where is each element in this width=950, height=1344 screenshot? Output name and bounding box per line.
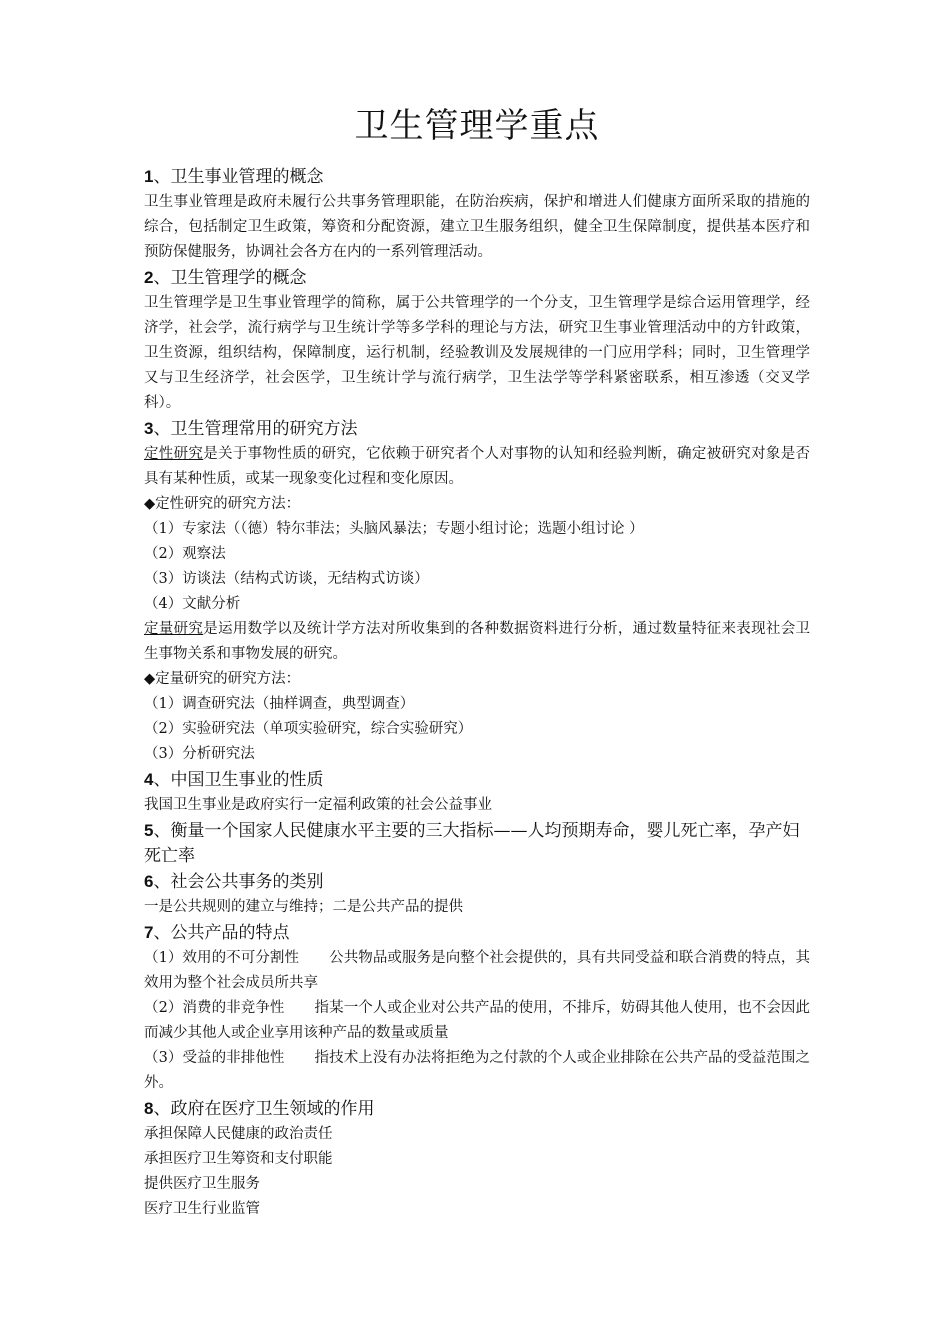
- paragraph: 一是公共规则的建立与维持；二是公共产品的提供: [144, 899, 463, 915]
- section-heading: [144, 818, 810, 869]
- item-text: 公共物品或服务是向整个社会提供的，具有共同受益和联合消费的特点，其效用为整个社会成员所共享: [144, 950, 810, 991]
- item-text: 指技术上没有办法将拒绝为之付款的个人或企业排除在公共产品的受益范围之外。: [144, 1050, 810, 1091]
- definition-text: 是运用数学以及统计学方法对所收集到的各种数据资料进行分析，通过数量特征来表现社会卫生事物关系和事物发展的研究。: [144, 621, 811, 662]
- paragraph: [144, 617, 810, 667]
- section-heading: [144, 920, 810, 946]
- section-number: 3: [144, 419, 154, 438]
- list-item: （3）访谈法（结构式访谈，无结构式访谈）: [144, 571, 429, 587]
- section-title: 、公共产品的特点: [153, 923, 290, 943]
- section-heading: [144, 869, 810, 895]
- section-title: 、衡量一个国家人民健康水平主要的三大指标——人均预期寿命，婴儿死亡率，孕产妇死亡率: [144, 821, 800, 866]
- section-number: 7: [144, 923, 154, 942]
- list-item: [144, 946, 810, 996]
- list-item: （4）文献分析: [144, 596, 241, 612]
- list-item: [144, 996, 810, 1046]
- section-number: 4: [144, 770, 154, 789]
- definition-text: 是关于事物性质的研究，它依赖于研究者个人对事物的认知和经验判断，确定被研究对象是否具有某种性质，或某一现象变化过程和变化原因。: [144, 446, 811, 487]
- section-title: 、社会公共事务的类别: [153, 872, 324, 892]
- list-item: 医疗卫生行业监管: [144, 1201, 260, 1217]
- item-label: （2）消费的非竞争性: [144, 1000, 285, 1016]
- item-label: （3）受益的非排他性: [144, 1050, 285, 1066]
- section-title: 、中国卫生事业的性质: [153, 770, 324, 790]
- paragraph: 卫生事业管理是政府未履行公共事务管理职能，在防治疾病，保护和增进人们健康方面所采取的措施的综合，包括制定卫生政策，筹资和分配资源，建立卫生服务组织，健全卫生保障制度，提供基本医疗和预防保健服务，协调社会各方在内的一系列管理活动。: [144, 194, 810, 260]
- page-title: 卫生管理学重点: [354, 106, 600, 146]
- term-underlined: 定性研究: [144, 446, 204, 462]
- section-title: 、政府在医疗卫生领域的作用: [153, 1099, 375, 1119]
- section-number: 8: [144, 1099, 154, 1118]
- paragraph: 卫生管理学是卫生事业管理学的简称，属于公共管理学的一个分支，卫生管理学是综合运用管理学，经济学，社会学，流行病学与卫生统计学等多学科的理论与方法，研究卫生事业管理活动中的方针政策，卫生资源，组织结构，保障制度，运行机制，经验教训及发展规律的一门应用学科；同时，卫生管理学又与卫生经济学，社会医学，卫生统计学与流行病学，卫生法学等学科紧密联系，相互渗透（交叉学科）。: [144, 295, 810, 411]
- methods-title: ◆定性研究的研究方法：: [144, 496, 301, 512]
- section-title: 、卫生管理学的概念: [153, 268, 307, 288]
- list-item: 承担医疗卫生筹资和支付职能: [144, 1151, 333, 1167]
- methods-title: ◆定量研究的研究方法：: [144, 671, 301, 687]
- section-heading: [144, 265, 810, 291]
- list-item: （2）观察法: [144, 546, 226, 562]
- document-page: [144, 96, 810, 1222]
- item-text: 指某一个人或企业对公共产品的使用，不排斥，妨碍其他人使用，也不会因此而减少其他人或企业享用该种产品的数量或质量: [144, 1000, 810, 1041]
- list-item: [144, 1046, 810, 1096]
- paragraph: [144, 442, 810, 492]
- section-heading: [144, 416, 810, 442]
- section-heading: [144, 767, 810, 793]
- section-number: 2: [144, 268, 154, 287]
- list-item: （2）实验研究法（单项实验研究，综合实验研究）: [144, 721, 473, 737]
- list-item: 提供医疗卫生服务: [144, 1176, 260, 1192]
- list-item: （1）调查研究法（抽样调查，典型调查）: [144, 696, 415, 712]
- section-heading: [144, 1096, 810, 1122]
- paragraph: 我国卫生事业是政府实行一定福利政策的社会公益事业: [144, 797, 492, 813]
- list-item: （1）专家法（（德）特尔菲法；头脑风暴法；专题小组讨论；选题小组讨论 ）: [144, 521, 644, 537]
- list-item: （3）分析研究法: [144, 746, 255, 762]
- section-title: 、卫生事业管理的概念: [153, 167, 324, 187]
- section-number: 6: [144, 872, 154, 891]
- term-underlined: 定量研究: [144, 621, 204, 637]
- item-label: （1）效用的不可分割性: [144, 950, 300, 966]
- section-title: 、卫生管理常用的研究方法: [153, 419, 358, 439]
- section-heading: [144, 164, 810, 190]
- list-item: 承担保障人民健康的政治责任: [144, 1126, 333, 1142]
- section-number: 5: [144, 821, 154, 840]
- section-number: 1: [144, 167, 154, 186]
